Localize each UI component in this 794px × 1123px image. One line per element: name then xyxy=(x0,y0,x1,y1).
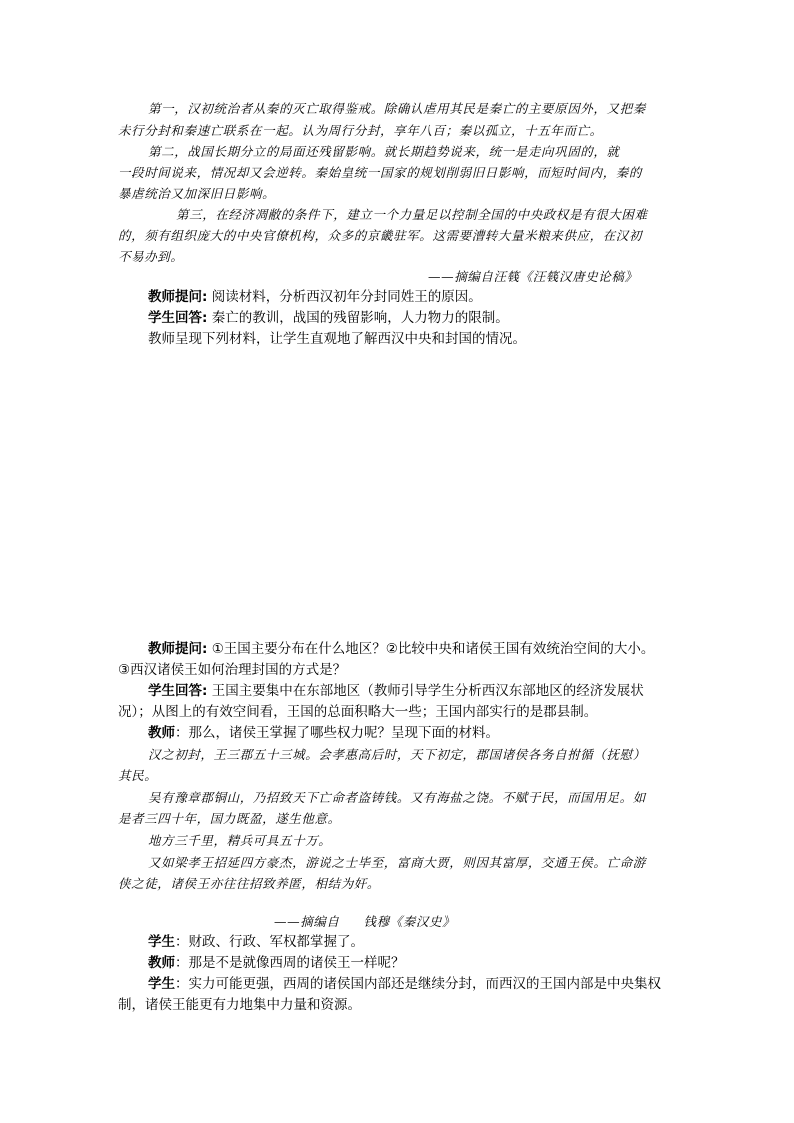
material2-source xyxy=(274,913,455,931)
student-statement-2-line2: 制，诸侯王能更有力地集中力量和资源。 xyxy=(118,997,361,1013)
student-answer-label: 学生回答: xyxy=(148,683,208,699)
material2-line5: 地方三千里，精兵可具五十万。 xyxy=(148,833,332,848)
material1-source: ——摘编自汪篯《汪篯汉唐史论稿》 xyxy=(428,269,638,284)
material2-line6: 又如梁孝王招延四方豪杰，游说之士毕至，富商大贾，则因其富厚，交通王侯。亡命游 xyxy=(148,855,646,870)
material2-source-prefix: ——摘编自 xyxy=(274,914,340,929)
teacher-question-2 xyxy=(148,640,654,658)
student-label: 学生 xyxy=(148,934,175,950)
teacher-label: 教师 xyxy=(148,955,175,971)
student-answer-2 xyxy=(148,682,644,700)
teacher-question-label: 教师提问: xyxy=(148,289,208,305)
material2-line2: 其民。 xyxy=(118,768,158,783)
teacher-question-1 xyxy=(148,288,482,306)
teacher-question-text: 阅读材料，分析西汉初年分封同姓王的原因。 xyxy=(211,289,482,305)
teacher-statement-text: ：那是不是就像西周的诸侯王一样呢？ xyxy=(175,955,405,971)
student-statement-text: ：财政、行政、军权都掌握了。 xyxy=(175,934,364,950)
material2-line7: 侠之徒，诸侯王亦往往招致养匿，相结为奸。 xyxy=(118,876,381,891)
material1-p2-line1: 第二，战国长期分立的局面还残留影响。就长期趋势说来，统一是走向巩固的，就 xyxy=(148,144,620,159)
student-statement-text-line1: ：实力可能更强，西周的诸侯国内部还是继续分封，而西汉的王国内部是中央集权 xyxy=(175,976,661,992)
teacher-statement-2 xyxy=(148,954,405,972)
material2-line3: 吴有豫章郡铜山，乃招致天下亡命者盗铸钱。又有海盐之饶。不赋于民，而国用足。如 xyxy=(148,790,646,805)
material1-p2-line3: 暴虐统治又加深旧日影响。 xyxy=(118,186,276,201)
material1-p3-line3: 不易办到。 xyxy=(118,249,184,264)
material2-source-title: 钱穆《秦汉史》 xyxy=(363,914,456,929)
student-statement-2 xyxy=(148,975,661,993)
student-answer-text: 秦亡的教训，战国的残留影响，人力物力的限制。 xyxy=(211,310,509,326)
teacher-question-label: 教师提问: xyxy=(148,641,208,657)
material1-p2-line2: 一段时间说来，情况却又会逆转。秦始皇统一国家的规划削弱旧日影响，而短时间内，秦的 xyxy=(118,165,643,180)
material1-p1-line2: 未行分封和秦速亡联系在一起。认为周行分封，享年八百；秦以孤立，十五年而亡。 xyxy=(118,123,603,138)
teacher-question-2-line2: ③西汉诸侯王如何治理封国的方式是？ xyxy=(118,662,347,678)
teacher-label: 教师 xyxy=(148,725,175,741)
material2-line1: 汉之初封，王三郡五十三城。会孝惠高后时，天下初定，郡国诸侯各务自拊循（抚慰） xyxy=(148,747,646,762)
student-answer-text-line1: 王国主要集中在东部地区（教师引导学生分析西汉东部地区的经济发展状 xyxy=(211,683,644,699)
student-answer-2-line2: 况）；从图上的有效空间看，王国的总面积略大一些；王国内部实行的是郡县制。 xyxy=(118,704,598,720)
material1-p3-line1: 第三，在经济凋敝的条件下，建立一个力量足以控制全国的中央政权是有很大困难 xyxy=(176,207,648,222)
teacher-question-text-line1: ①王国主要分布在什么地区？②比较中央和诸侯王国有效统治空间的大小。 xyxy=(211,641,655,657)
material1-p3-line2: 的，须有组织庞大的中央官僚机构，众多的京畿驻军。这需要漕转大量米粮来供应，在汉初 xyxy=(118,228,643,243)
student-answer-1 xyxy=(148,309,509,327)
material2-line4: 是者三四十年，国力既盈，遂生他意。 xyxy=(118,811,341,826)
student-statement-1 xyxy=(148,933,364,951)
student-answer-label: 学生回答: xyxy=(148,310,208,326)
teacher-present-material: 教师呈现下列材料，让学生直观地了解西汉中央和封国的情况。 xyxy=(148,331,526,347)
student-label: 学生 xyxy=(148,976,175,992)
material1-p1-line1: 第一，汉初统治者从秦的灭亡取得鉴戒。除确认虐用其民是秦亡的主要原因外，又把秦 xyxy=(148,101,646,116)
teacher-statement-text: ：那么，诸侯王掌握了哪些权力呢？呈现下面的材料。 xyxy=(175,725,499,741)
teacher-statement-1 xyxy=(148,724,499,742)
